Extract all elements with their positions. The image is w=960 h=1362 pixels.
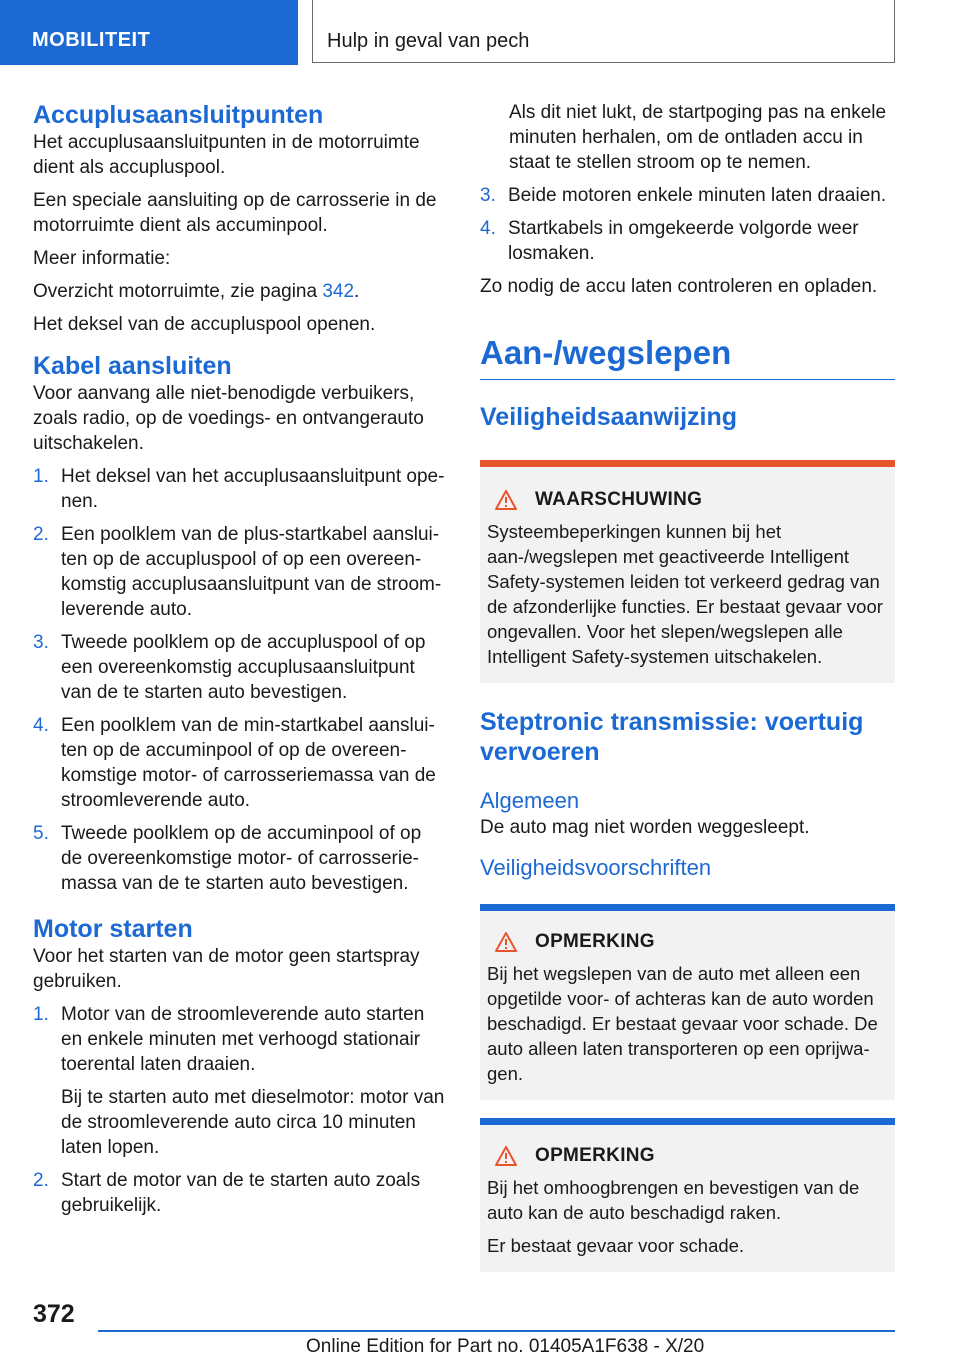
paragraph: Voor aanvang alle niet-benodigde verbuikers, zoals radio, op de voedings- en ontvangerauto uitschakelen.: [33, 383, 424, 454]
step-subtext: Bij te starten auto met dieselmotor: motor van de stroomleverende auto circa 10 minuten laten lopen.: [61, 1087, 445, 1158]
step-text: Motor van de stroomleverende auto starten en enkele minuten met verhoogd stationair toerental laten draaien.: [61, 1004, 425, 1075]
step-text: Startkabels in omgekeerde volgorde weer losmaken.: [508, 218, 859, 264]
notice-triangle-icon: [495, 932, 517, 952]
list-item: [33, 522, 445, 622]
step-text: Een poolklem van de plus-startkabel aansluiten op de accupluspool of op een overeenkomstig accuplusaansluitpunt van de stroomleverende auto.: [61, 524, 442, 620]
kabel-steps-list: [33, 464, 445, 896]
continued-step-text: Als dit niet lukt, de startpoging pas na enkele minuten herhalen, om de ontladen accu in staat te stellen stroom op te nemen.: [509, 102, 887, 173]
heading-kabel-aansluiten: Kabel aansluiten: [33, 352, 232, 380]
paragraph: Voor het starten van de motor geen startspray gebruiken.: [33, 946, 420, 992]
heading-algemeen: Algemeen: [480, 788, 580, 813]
paragraph: De auto mag niet worden weggesleept.: [480, 817, 810, 838]
notice-triangle-icon: [495, 1146, 517, 1166]
step-number: 4.: [33, 715, 49, 736]
paragraph: Het deksel van de accupluspool openen.: [33, 314, 376, 335]
warning-box: [480, 460, 895, 683]
motor-steps-list: [33, 1002, 445, 1218]
step-text: Tweede poolklem op de accuminpool of op de overeenkomstige motor- of carrosseriemassa van de te starten auto bevestigen.: [61, 823, 422, 894]
step-number: 1.: [33, 466, 49, 487]
step-text: Tweede poolklem op de accupluspool of op een overeenkomstig accuplusaansluitpunt van de te starten auto bevestigen.: [61, 632, 426, 703]
warning-triangle-icon: [495, 490, 517, 510]
list-item: [33, 713, 445, 813]
reference-text: Overzicht motorruimte, zie pagina: [33, 281, 323, 302]
list-item: [33, 821, 445, 896]
step-number: 2.: [33, 524, 49, 545]
note-label: OPMERKING: [535, 1145, 655, 1166]
chapter-tab: MOBILITEIT: [0, 0, 298, 65]
heading-aan-wegslepen: Aan-/wegslepen: [480, 333, 895, 380]
step-text: Het deksel van het accuplusaansluitpunt openen.: [61, 466, 445, 512]
note-title: [487, 1145, 887, 1167]
note-text: Bij het omhoogbrengen en bevestigen van de auto kan de auto beschadigd raken.: [487, 1177, 860, 1223]
warning-label: WAARSCHUWING: [535, 489, 703, 510]
note-box: [480, 904, 895, 1100]
right-column: [480, 100, 895, 1272]
reference-suffix: .: [354, 281, 360, 302]
step-number: 3.: [33, 632, 49, 653]
warning-text: Systeembeperkingen kunnen bij het aan-/wegslepen met geactiveerde Intelligent Safety-systemen leiden tot verkeerd gedrag van de afzonderlijke functies. Er bestaat gevaar voor ongevallen. Voor het slepen/wegslepen alle Intelligent Safety-systemen uitschakelen.: [487, 521, 883, 667]
step-text: Een poolklem van de min-startkabel aansluiten op de accuminpool of op de overeenkomstige motor- of carrosseriemassa van de stroomleverende auto.: [61, 715, 436, 811]
paragraph: Meer informatie:: [33, 248, 171, 269]
step-number: 5.: [33, 823, 49, 844]
step-text: Start de motor van de te starten auto zoals gebruikelijk.: [61, 1170, 421, 1216]
motor-steps-continued: [480, 183, 895, 266]
list-item: [33, 464, 445, 514]
note-title: [487, 931, 887, 953]
paragraph: Een speciale aansluiting op de carrosserie in de motorruimte dient als accuminpool.: [33, 190, 437, 236]
step-number: 3.: [480, 185, 496, 206]
note-text: Bij het wegslepen van de auto met alleen een opgetilde voor- of achteras kan de auto worden beschadigd. Er bestaat gevaar voor schade. De auto alleen laten transporteren op een oprijwagen.: [487, 963, 878, 1084]
warning-title: [487, 489, 887, 511]
step-number: 2.: [33, 1170, 49, 1191]
footer-divider: [98, 1330, 895, 1332]
heading-accuplusaansluitpunten: Accuplusaansluitpunten: [33, 101, 324, 129]
page-link[interactable]: 342: [322, 281, 355, 302]
note-box: [480, 1118, 895, 1272]
heading-veiligheidsvoorschriften: Veiligheidsvoorschriften: [480, 855, 712, 880]
page-number: 372: [33, 1300, 75, 1328]
heading-motor-starten: Motor starten: [33, 915, 193, 943]
left-column: [33, 100, 445, 1226]
note-label: OPMERKING: [535, 931, 655, 952]
footer-edition: Online Edition for Part no. 01405A1F638 - X/20: [306, 1336, 705, 1357]
reference-paragraph: [33, 279, 445, 304]
list-item: [33, 1002, 445, 1160]
note-text: Er bestaat gevaar voor schade.: [487, 1235, 745, 1256]
list-item: [480, 183, 895, 208]
paragraph: Het accuplusaansluitpunten in de motorruimte dient als accupluspool.: [33, 132, 420, 178]
heading-veiligheidsaanwijzing: Veiligheidsaanwijzing: [480, 403, 738, 431]
heading-steptronic: Steptronic transmissie: voertuig vervoeren: [480, 708, 864, 766]
step-number: 1.: [33, 1004, 49, 1025]
list-item: [480, 216, 895, 266]
step-number: 4.: [480, 218, 496, 239]
list-item: [33, 1168, 445, 1218]
list-item: [33, 630, 445, 705]
paragraph: Zo nodig de accu laten controleren en opladen.: [480, 276, 878, 297]
step-text: Beide motoren enkele minuten laten draaien.: [508, 185, 887, 206]
section-title: Hulp in geval van pech: [312, 0, 895, 63]
